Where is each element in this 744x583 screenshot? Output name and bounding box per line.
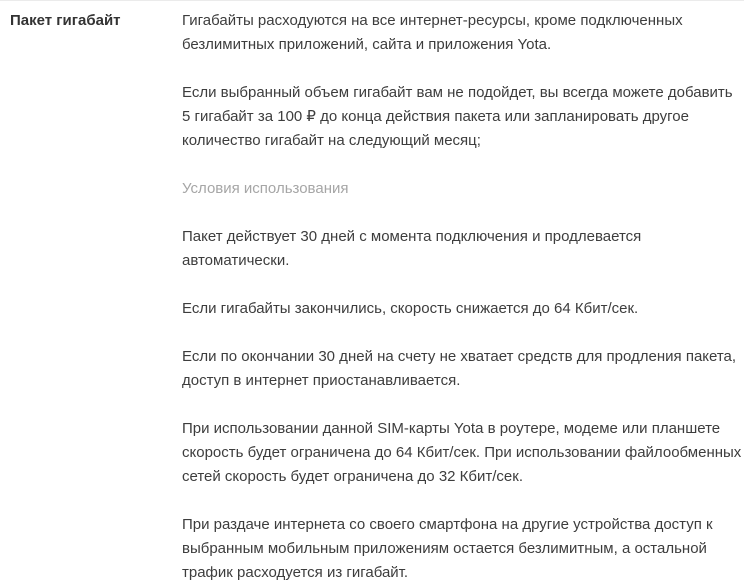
paragraph-gigabytes-usage: Гигабайты расходуются на все интернет-ресурсы, кроме подключенных безлимитных приложений, сайта и приложения Yota. xyxy=(182,12,683,53)
paragraph-tethering: При раздаче интернета со своего смартфона на другие устройства доступ к выбранным мобильным приложениям остается безлимитным, а остальной трафик расходуется из гигабайт. xyxy=(182,516,713,581)
paragraph-package-duration: Пакет действует 30 дней с момента подключения и продлевается автоматически. xyxy=(182,228,642,269)
row-content xyxy=(182,9,744,583)
paragraph-add-gigabytes: Если выбранный объем гигабайт вам не подойдет, вы всегда можете добавить 5 гигабайт за 100 ₽ до конца действия пакета или запланировать другое количество гигабайт на следующий месяц; xyxy=(182,84,733,149)
paragraph-insufficient-funds: Если по окончании 30 дней на счету не хватает средств для продления пакета, доступ в интернет приостанавливается. xyxy=(182,348,737,389)
usage-terms-subheading: Условия использования xyxy=(182,180,349,197)
paragraph-speed-reduction: Если гигабайты закончились, скорость снижается до 64 Кбит/сек. xyxy=(182,300,639,317)
row-label-gigabyte-package: Пакет гигабайт xyxy=(10,12,121,29)
paragraph-sim-in-router: При использовании данной SIM-карты Yota в роутере, модеме или планшете скорость будет ограничена до 64 Кбит/сек. При использовании файлообменных сетей скорость будет ограничена до 32 Кбит/сек. xyxy=(182,420,742,485)
